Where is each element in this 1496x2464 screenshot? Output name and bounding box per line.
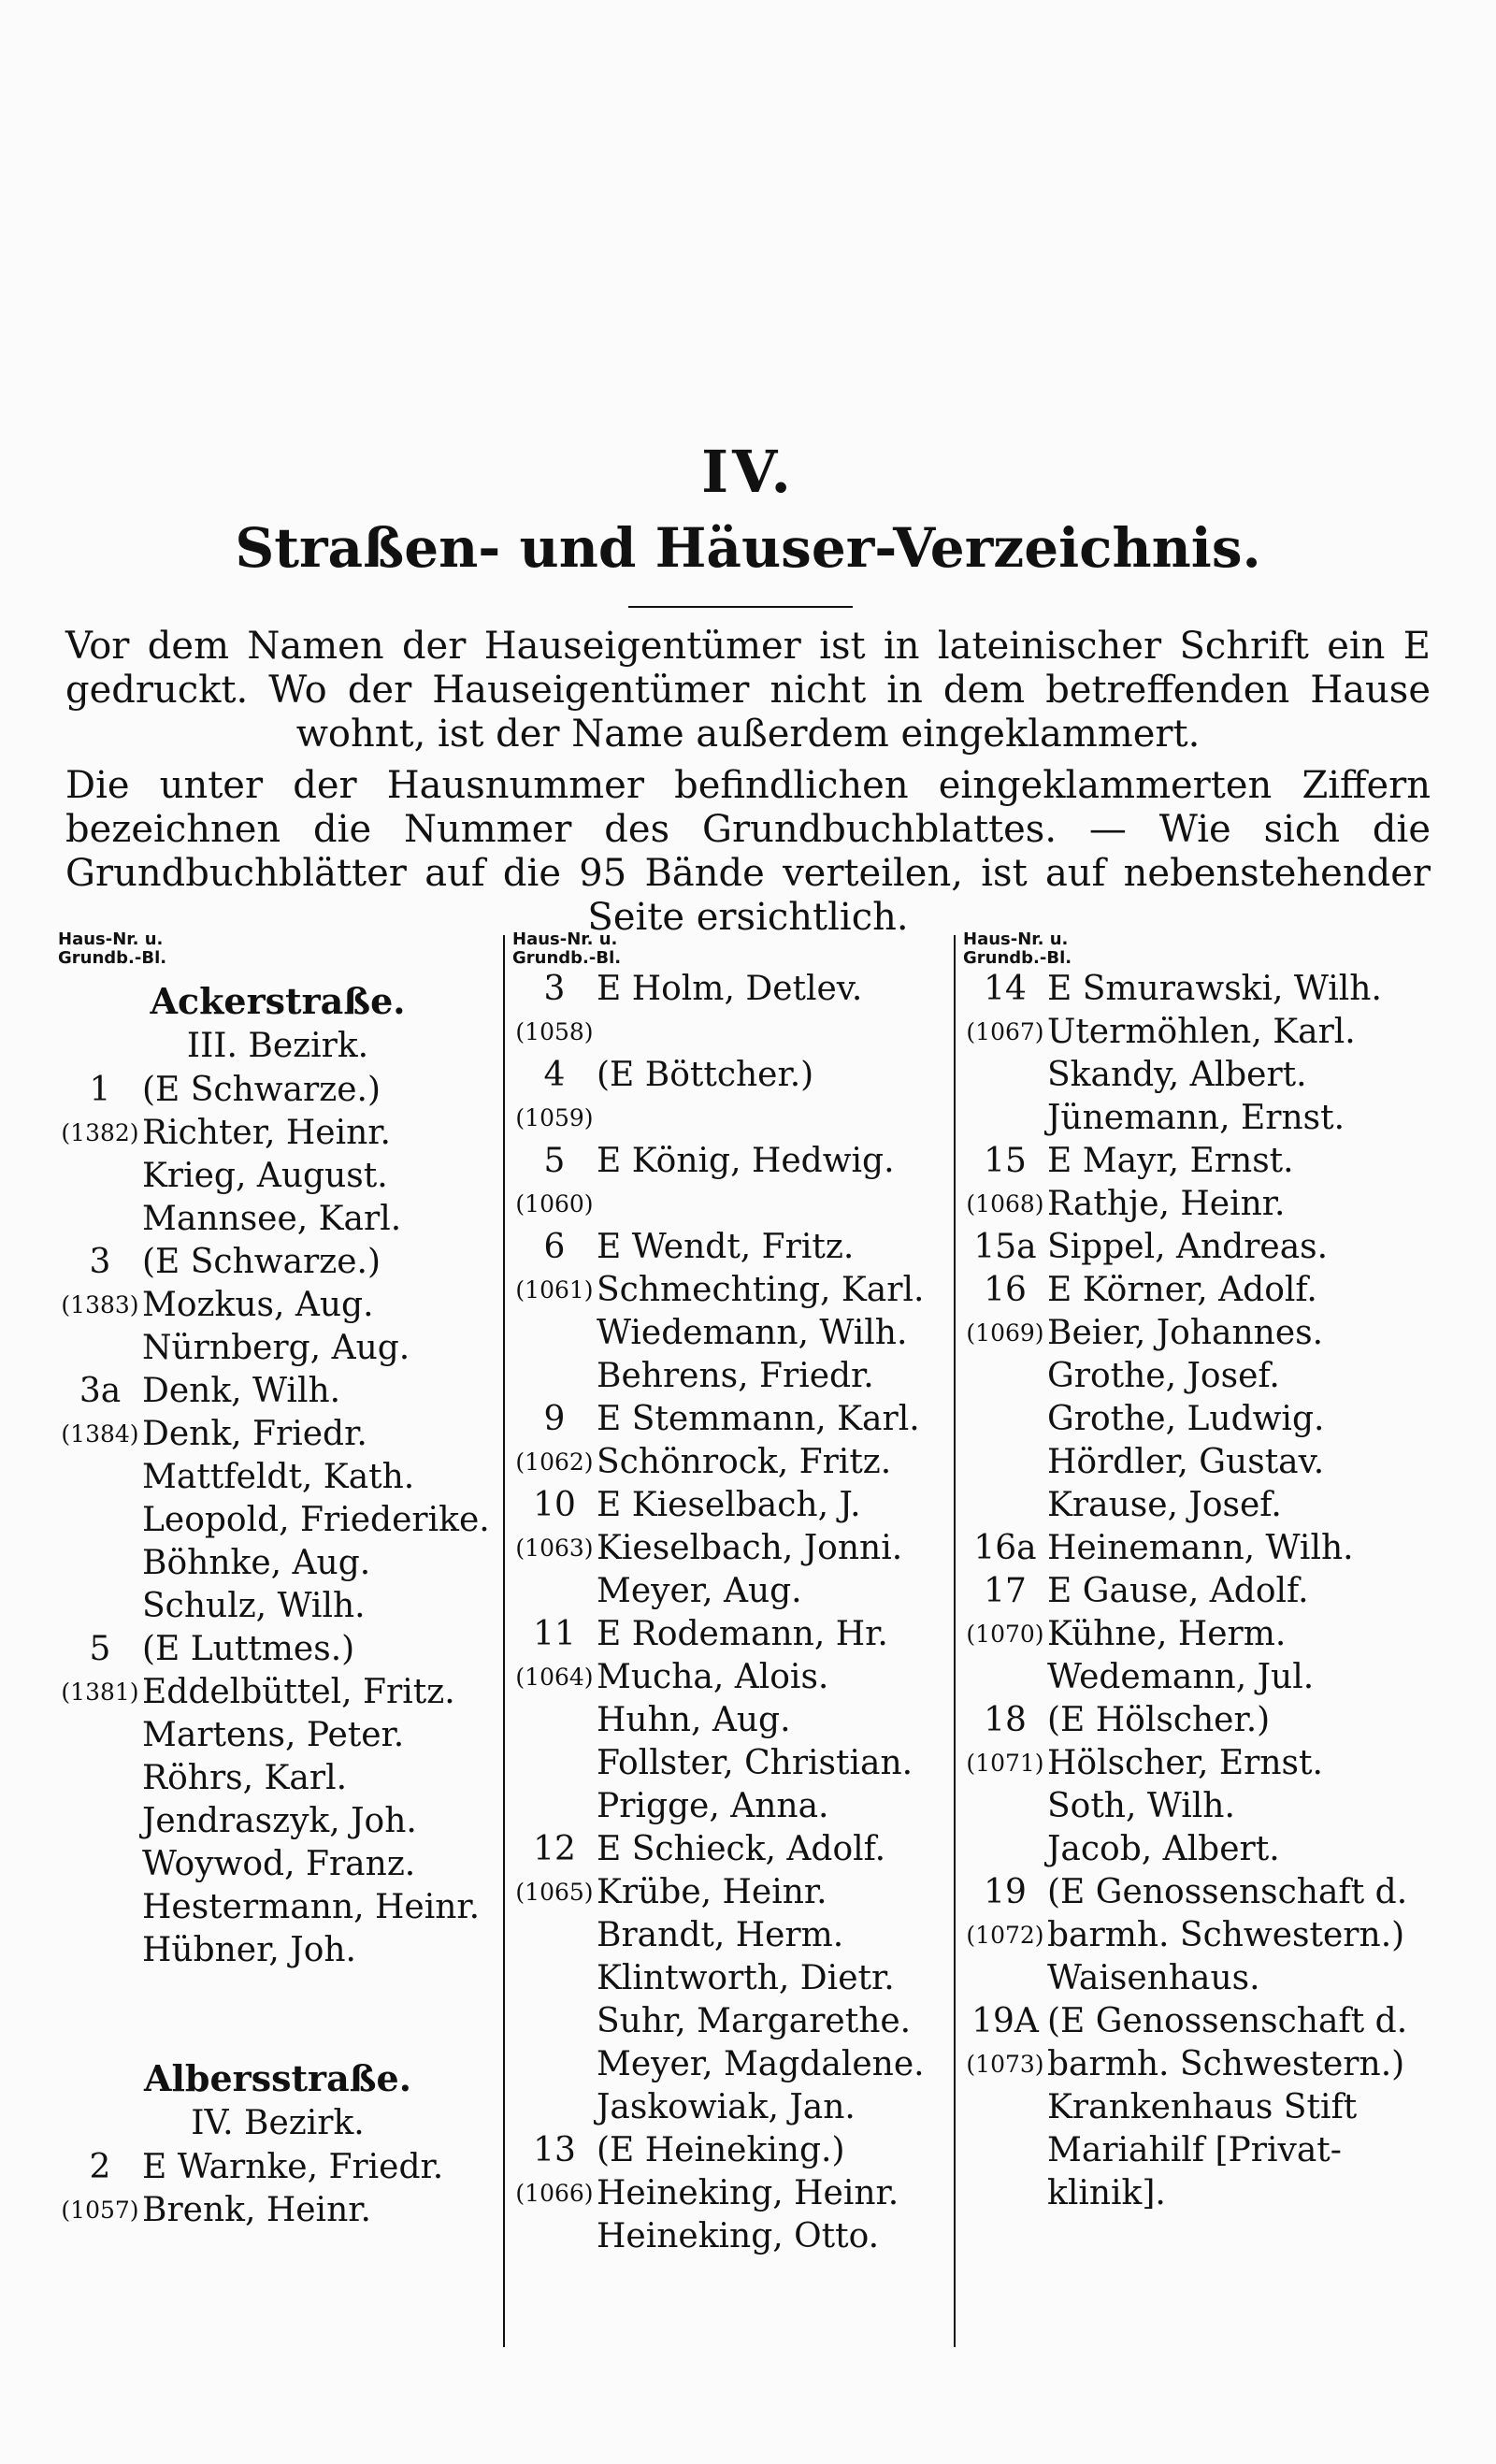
section-number: IV. xyxy=(701,438,795,506)
directory-entry xyxy=(963,1484,1449,1527)
directory-entry xyxy=(512,1183,948,1226)
house-number xyxy=(58,1929,142,1972)
directory-entry xyxy=(963,1828,1449,1871)
house-number xyxy=(58,1757,142,1800)
resident-name: (E Böttcher.) xyxy=(597,1056,814,1094)
resident-name: Schmechting, Karl. xyxy=(597,1271,925,1309)
resident-name: (E Genossenschaft d. xyxy=(1047,1873,1408,1911)
house-number: 15a xyxy=(973,1228,1037,1266)
column-header-line: Haus-Nr. u. xyxy=(963,929,1069,949)
resident-name: Mozkus, Aug. xyxy=(142,1286,374,1324)
house-number xyxy=(58,1800,142,1843)
directory-entry xyxy=(512,1742,948,1785)
resident-name: Wedemann, Jul. xyxy=(1047,1658,1315,1696)
resident-name: Kühne, Herm. xyxy=(1047,1615,1287,1653)
resident-name: E Wendt, Fritz. xyxy=(597,1228,855,1266)
resident-name: Beier, Johannes. xyxy=(1047,1314,1324,1352)
resident-name: Röhrs, Karl. xyxy=(142,1759,348,1797)
section-gap xyxy=(58,1972,497,2056)
house-number: 12 xyxy=(533,1830,576,1868)
resident-name: Mariahilf [Privat- xyxy=(1047,2131,1342,2169)
resident-name: E Körner, Adolf. xyxy=(1047,1271,1317,1309)
house-number: (1061) xyxy=(515,1276,594,1304)
resident-name: (E Heineking.) xyxy=(597,2131,845,2169)
house-number: 16 xyxy=(984,1271,1027,1309)
resident-name: E Warnke, Friedr. xyxy=(142,2148,444,2186)
resident-name: Mucha, Alois. xyxy=(597,1658,829,1696)
street-name: Albersstraße. xyxy=(144,2057,411,2099)
directory-entry xyxy=(58,2189,497,2232)
house-number xyxy=(963,2129,1047,2172)
house-number xyxy=(963,1054,1047,1097)
directory-entry xyxy=(512,1570,948,1613)
directory-entry xyxy=(512,1097,948,1140)
house-number xyxy=(58,1585,142,1628)
directory-entry xyxy=(963,1097,1449,1140)
directory-entry xyxy=(512,1312,948,1355)
house-number xyxy=(58,1499,142,1542)
resident-name: Heinemann, Wilh. xyxy=(1047,1529,1354,1567)
directory-entry xyxy=(963,1054,1449,1097)
directory-entry xyxy=(512,1441,948,1484)
resident-name xyxy=(597,1183,948,1226)
directory-entry xyxy=(58,1929,497,1972)
house-number: (1066) xyxy=(515,2180,594,2207)
directory-entry xyxy=(58,2146,497,2189)
house-number: (1065) xyxy=(515,1879,594,1906)
house-number xyxy=(512,1742,597,1785)
directory-entry xyxy=(963,1957,1449,2000)
directory-entry xyxy=(512,2043,948,2086)
directory-entry xyxy=(963,2043,1449,2086)
house-number: (1382) xyxy=(61,1119,139,1146)
resident-name: Schönrock, Fritz. xyxy=(597,1443,892,1481)
resident-name: Krübe, Heinr. xyxy=(597,1873,827,1911)
house-number: (1071) xyxy=(966,1750,1044,1777)
house-number: (1072) xyxy=(966,1922,1044,1949)
house-number: (1381) xyxy=(61,1679,139,1706)
house-number: 3 xyxy=(89,1243,111,1281)
house-number xyxy=(963,1957,1047,2000)
house-number xyxy=(963,1355,1047,1398)
house-number xyxy=(58,1843,142,1886)
resident-name: Wiedemann, Wilh. xyxy=(597,1314,908,1352)
directory-entry xyxy=(512,1613,948,1656)
column-header-line: Grundb.-Bl. xyxy=(512,948,622,968)
house-number: (1059) xyxy=(515,1104,594,1131)
directory-entry xyxy=(512,968,948,1011)
house-number: 3 xyxy=(543,970,566,1008)
house-number: (1073) xyxy=(966,2051,1044,2078)
house-number: (1069) xyxy=(966,1319,1044,1347)
resident-name: Jendraszyk, Joh. xyxy=(142,1802,417,1840)
house-number: 11 xyxy=(533,1615,576,1653)
directory-entry xyxy=(963,1527,1449,1570)
directory-entry xyxy=(58,1843,497,1886)
house-number: 13 xyxy=(533,2131,576,2169)
resident-name: E Gause, Adolf. xyxy=(1047,1572,1309,1610)
directory-entry xyxy=(963,1570,1449,1613)
directory-entry xyxy=(963,2129,1449,2172)
directory-entry xyxy=(58,1198,497,1241)
resident-name: Jacob, Albert. xyxy=(1047,1830,1280,1868)
house-number: 4 xyxy=(543,1056,566,1094)
resident-name: (E Luttmes.) xyxy=(142,1630,355,1668)
resident-name: Krieg, August. xyxy=(142,1157,388,1195)
resident-name: Klintworth, Dietr. xyxy=(597,1959,895,1997)
directory-entry xyxy=(963,2000,1449,2043)
column-header-line: Grundb.-Bl. xyxy=(58,948,167,968)
directory-entry xyxy=(512,2172,948,2215)
house-number: (1057) xyxy=(61,2197,139,2224)
resident-name: Behrens, Friedr. xyxy=(597,1357,874,1395)
directory-entry xyxy=(58,1456,497,1499)
district-label: III. Bezirk. xyxy=(186,1027,369,1065)
resident-name: klinik]. xyxy=(1047,2174,1166,2212)
column-header xyxy=(512,930,948,968)
resident-name: Mattfeldt, Kath. xyxy=(142,1458,415,1496)
resident-name: (E Schwarze.) xyxy=(142,1071,381,1109)
house-number: (1383) xyxy=(61,1291,139,1318)
directory-entry xyxy=(963,1355,1449,1398)
resident-name: Heineking, Heinr. xyxy=(597,2174,899,2212)
resident-name: E Mayr, Ernst. xyxy=(1047,1142,1294,1180)
house-number: 15 xyxy=(984,1142,1027,1180)
column-header-line: Grundb.-Bl. xyxy=(963,948,1072,968)
resident-name: Hölscher, Ernst. xyxy=(1047,1744,1323,1782)
resident-name: barmh. Schwestern.) xyxy=(1047,2045,1405,2083)
house-number: (1067) xyxy=(966,1018,1044,1045)
house-number: 3a xyxy=(79,1372,122,1410)
directory-entry xyxy=(963,1226,1449,1269)
directory-entry xyxy=(512,1011,948,1054)
resident-name: (E Schwarze.) xyxy=(142,1243,381,1281)
house-number: 10 xyxy=(533,1486,576,1524)
resident-name: Mannsee, Karl. xyxy=(142,1200,402,1238)
resident-name: Brandt, Herm. xyxy=(597,1916,844,1954)
house-number: 5 xyxy=(89,1630,111,1668)
resident-name: Krause, Josef. xyxy=(1047,1486,1282,1524)
house-number xyxy=(58,1714,142,1757)
directory-entry xyxy=(963,1871,1449,1914)
resident-name: Soth, Wilh. xyxy=(1047,1787,1235,1825)
resident-name: Huhn, Aug. xyxy=(597,1701,791,1739)
directory-entry xyxy=(512,2215,948,2258)
column-header-line: Haus-Nr. u. xyxy=(58,929,164,949)
directory-entry xyxy=(58,1112,497,1155)
directory-entry xyxy=(512,1699,948,1742)
resident-name: Hördler, Gustav. xyxy=(1047,1443,1325,1481)
column-1 xyxy=(58,930,497,2232)
house-number: 9 xyxy=(543,1400,566,1438)
resident-name: Grothe, Ludwig. xyxy=(1047,1400,1325,1438)
resident-name: Brenk, Heinr. xyxy=(142,2191,371,2229)
directory-entry xyxy=(512,1355,948,1398)
resident-name: Eddelbüttel, Fritz. xyxy=(142,1673,455,1711)
resident-name: Martens, Peter. xyxy=(142,1716,405,1754)
resident-name: Grothe, Josef. xyxy=(1047,1357,1280,1395)
resident-name: Böhnke, Aug. xyxy=(142,1544,371,1582)
house-number: 19A xyxy=(971,2002,1039,2040)
house-number: 18 xyxy=(984,1701,1027,1739)
resident-name: Heineking, Otto. xyxy=(597,2217,880,2255)
directory-entry xyxy=(58,1499,497,1542)
directory-entry xyxy=(512,1054,948,1097)
directory-entry xyxy=(512,1785,948,1828)
house-number xyxy=(58,1327,142,1370)
resident-name: Hübner, Joh. xyxy=(142,1931,356,1969)
resident-name: E Rodemann, Hr. xyxy=(597,1615,888,1653)
intro-paragraph: Die unter der Hausnummer befindlichen eingeklammerten Ziffern bezeichnen die Nummer des Grundbuchblattes. — Wie sich die Grundbuchblätter auf die 95 Bände verteilen, ist auf nebenstehender Seite ersichtlich. xyxy=(65,764,1431,939)
resident-name: E Stemmann, Karl. xyxy=(597,1400,920,1438)
resident-name: (E Genossenschaft d. xyxy=(1047,2002,1408,2040)
house-number: (1060) xyxy=(515,1190,594,1218)
directory-entry xyxy=(58,1800,497,1843)
district-label: IV. Bezirk. xyxy=(191,2104,365,2142)
house-number xyxy=(963,1785,1047,1828)
house-number xyxy=(512,1570,597,1613)
house-number xyxy=(963,2086,1047,2129)
directory-entry xyxy=(58,1628,497,1671)
directory-entry xyxy=(512,1398,948,1441)
resident-name: Meyer, Aug. xyxy=(597,1572,802,1610)
directory-entry xyxy=(963,1699,1449,1742)
resident-name: Leopold, Friederike. xyxy=(142,1501,490,1539)
house-number xyxy=(963,1484,1047,1527)
resident-name: Hestermann, Heinr. xyxy=(142,1888,481,1926)
house-number xyxy=(963,1828,1047,1871)
column-header-line: Haus-Nr. u. xyxy=(512,929,618,949)
house-number: (1384) xyxy=(61,1420,139,1448)
resident-name: E Smurawski, Wilh. xyxy=(1047,970,1382,1008)
intro-text xyxy=(65,625,1431,947)
resident-name: Waisenhaus. xyxy=(1047,1959,1260,1997)
directory-entry xyxy=(963,968,1449,1011)
directory-entry xyxy=(963,1441,1449,1484)
resident-name: E König, Hedwig. xyxy=(597,1142,895,1180)
resident-name: Schulz, Wilh. xyxy=(142,1587,366,1625)
resident-name: Richter, Heinr. xyxy=(142,1114,391,1152)
title-rule xyxy=(628,606,853,608)
house-number xyxy=(58,1886,142,1929)
resident-name: Skandy, Albert. xyxy=(1047,1056,1307,1094)
intro-paragraph: Vor dem Namen der Hauseigentümer ist in lateinischer Schrift ein E gedruckt. Wo der Hauseigentümer nicht in dem betreffenden Hause wohnt, ist der Name außerdem eingeklammert. xyxy=(65,625,1431,756)
house-number: 17 xyxy=(984,1572,1027,1610)
house-number: 19 xyxy=(984,1873,1027,1911)
directory-entry xyxy=(58,1155,497,1198)
street-name: Ackerstraße. xyxy=(150,980,406,1022)
house-number: (1068) xyxy=(966,1190,1044,1218)
directory-entry xyxy=(963,1312,1449,1355)
directory-entry xyxy=(963,1269,1449,1312)
resident-name: E Schieck, Adolf. xyxy=(597,1830,886,1868)
directory-entry xyxy=(512,1269,948,1312)
directory-entry xyxy=(58,1370,497,1413)
house-number xyxy=(512,1957,597,2000)
resident-name: Sippel, Andreas. xyxy=(1047,1228,1329,1266)
column-3 xyxy=(963,930,1449,2215)
house-number: (1058) xyxy=(515,1018,594,1045)
directory-entry xyxy=(512,2086,948,2129)
house-number xyxy=(512,1785,597,1828)
house-number xyxy=(58,1198,142,1241)
house-number xyxy=(963,1097,1047,1140)
resident-name xyxy=(597,1011,948,1054)
directory-entry xyxy=(58,1757,497,1800)
directory-entry xyxy=(58,1585,497,1628)
directory-entry xyxy=(58,1284,497,1327)
directory-entry xyxy=(58,1327,497,1370)
directory-entry xyxy=(512,1656,948,1699)
resident-name: Rathje, Heinr. xyxy=(1047,1185,1286,1223)
house-number xyxy=(963,1398,1047,1441)
house-number: (1070) xyxy=(966,1621,1044,1648)
house-number xyxy=(512,1312,597,1355)
house-number xyxy=(58,1456,142,1499)
directory-entry xyxy=(963,2172,1449,2215)
directory-entry xyxy=(512,1140,948,1183)
directory-entry xyxy=(58,1413,497,1456)
directory-entry xyxy=(963,2086,1449,2129)
house-number: (1063) xyxy=(515,1535,594,1562)
house-number xyxy=(58,1155,142,1198)
directory-entry xyxy=(58,1714,497,1757)
resident-name: Prigge, Anna. xyxy=(597,1787,829,1825)
resident-name: (E Hölscher.) xyxy=(1047,1701,1271,1739)
house-number xyxy=(963,2172,1047,2215)
directory-entry xyxy=(512,1226,948,1269)
house-number xyxy=(512,1699,597,1742)
house-number xyxy=(512,2000,597,2043)
resident-name: Jaskowiak, Jan. xyxy=(597,2088,856,2126)
directory-entry xyxy=(963,1613,1449,1656)
house-number: 1 xyxy=(89,1071,111,1109)
house-number xyxy=(963,1656,1047,1699)
resident-name: E Holm, Detlev. xyxy=(597,970,863,1008)
directory-entry xyxy=(512,2000,948,2043)
house-number xyxy=(512,1355,597,1398)
directory-entry xyxy=(512,1527,948,1570)
column-divider xyxy=(954,935,956,2347)
directory-entry xyxy=(58,1671,497,1714)
house-number: 2 xyxy=(89,2148,111,2186)
resident-name: Meyer, Magdalene. xyxy=(597,2045,925,2083)
resident-name: E Kieselbach, J. xyxy=(597,1486,861,1524)
directory-entry xyxy=(58,1886,497,1929)
directory-entry xyxy=(58,1241,497,1284)
page-title: Straßen- und Häuser-Verzeichnis. xyxy=(235,516,1261,580)
resident-name: Denk, Wilh. xyxy=(142,1372,341,1410)
directory-entry xyxy=(512,1914,948,1957)
resident-name xyxy=(597,1097,948,1140)
house-number xyxy=(963,1441,1047,1484)
column-2 xyxy=(512,930,948,2258)
directory-entry xyxy=(963,1656,1449,1699)
directory-entry xyxy=(512,1828,948,1871)
resident-name: Krankenhaus Stift xyxy=(1047,2088,1358,2126)
directory-entry xyxy=(512,1871,948,1914)
house-number xyxy=(512,1914,597,1957)
house-number xyxy=(512,2043,597,2086)
directory-entry xyxy=(963,1140,1449,1183)
column-header xyxy=(963,930,1449,968)
directory-entry xyxy=(963,1742,1449,1785)
directory-entry xyxy=(58,1069,497,1112)
house-number: 6 xyxy=(543,1228,566,1266)
house-number xyxy=(58,1542,142,1585)
resident-name: Utermöhlen, Karl. xyxy=(1047,1013,1356,1051)
house-number xyxy=(512,2086,597,2129)
resident-name: Kieselbach, Jonni. xyxy=(597,1529,903,1567)
resident-name: Follster, Christian. xyxy=(597,1744,913,1782)
directory-entry xyxy=(512,2129,948,2172)
house-number: (1062) xyxy=(515,1448,594,1476)
resident-name: Nürnberg, Aug. xyxy=(142,1329,410,1367)
house-number: 16a xyxy=(973,1529,1037,1567)
directory-entry xyxy=(963,1183,1449,1226)
resident-name: Denk, Friedr. xyxy=(142,1415,367,1453)
directory-entry xyxy=(512,1957,948,2000)
directory-entry xyxy=(512,1484,948,1527)
resident-name: Jünemann, Ernst. xyxy=(1047,1099,1345,1137)
house-number: 14 xyxy=(984,970,1027,1008)
column-header xyxy=(58,930,497,968)
resident-name: Suhr, Margarethe. xyxy=(597,2002,912,2040)
resident-name: Woywod, Franz. xyxy=(142,1845,416,1883)
directory-entry xyxy=(963,1914,1449,1957)
house-number xyxy=(512,2215,597,2258)
column-divider xyxy=(503,935,505,2347)
directory-entry xyxy=(58,1542,497,1585)
resident-name: barmh. Schwestern.) xyxy=(1047,1916,1405,1954)
directory-entry xyxy=(963,1011,1449,1054)
house-number: 5 xyxy=(543,1142,566,1180)
directory-entry xyxy=(963,1398,1449,1441)
directory-entry xyxy=(963,1785,1449,1828)
house-number: (1064) xyxy=(515,1664,594,1691)
